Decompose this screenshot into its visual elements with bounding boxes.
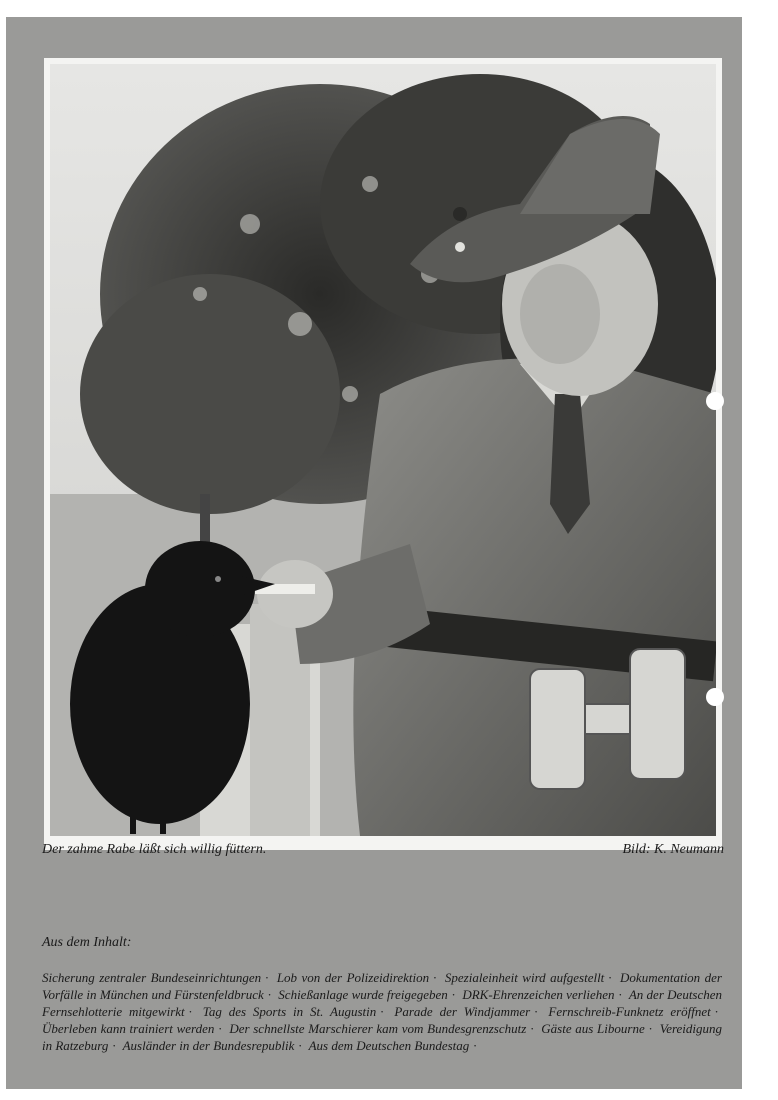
photo-caption-row: [42, 842, 724, 858]
contents-item: Tag des Sports in St. Augustin: [202, 1004, 377, 1019]
contents-item: Der schnellste Marschierer kam vom Bundesgrenzschutz: [229, 1021, 527, 1036]
contents-item: Aus dem Deutschen Bundestag: [308, 1038, 470, 1053]
contents-item: Fernschreib-Funknetz eröffnet: [548, 1004, 711, 1019]
photo-illustration: [50, 64, 716, 836]
contents-item: Sicherung zentraler Bundeseinrichtungen: [42, 970, 262, 985]
contents-item: Schießanlage wurde freigegeben: [278, 987, 448, 1002]
contents-item: Gäste aus Libourne: [541, 1021, 645, 1036]
contents-item: Ausländer in der Bundesrepublik: [122, 1038, 295, 1053]
contents-item: An der Deutschen Fernsehlotterie mitgewirkt: [42, 987, 723, 1019]
contents-heading: Aus dem Inhalt:: [42, 935, 132, 950]
contents-item: Spezialeinheit wird aufgestellt: [444, 970, 605, 985]
photograph: [50, 64, 716, 836]
contents-item: Parade der Windjammer: [394, 1004, 531, 1019]
punch-hole: [706, 392, 724, 410]
contents-list: Sicherung zentraler Bundeseinrichtungen · Lob von der Polizeidirektion · Spezialeinheit wird aufgestellt · Dokumentation der Vorfälle in München und Fürstenfeldbruck · Schießanlage wurde freigegeben · DRK-Ehrenzeichen verliehen · An der Deutschen Fernsehlotterie mitgewirkt · Tag des Sports in St. Augustin · Parade der Windjammer · Fernschreib-Funknetz eröffnet · Überleben kann trainiert werden · Der schnellste Marschierer kam vom Bundesgrenzschutz · Gäste aus Libourne · Vereidigung in Ratzeburg · Ausländer in der Bundesrepublik · Aus dem Deutschen Bundestag ·: [42, 970, 723, 1053]
contents-item: Dokumentation der Vorfälle in München und Fürstenfeldbruck: [42, 970, 722, 1002]
photo-credit: Bild: K. Neumann: [622, 842, 724, 857]
contents-item: Lob von der Polizeidirektion: [276, 970, 430, 985]
punch-hole: [706, 688, 724, 706]
photo-frame: [44, 58, 722, 850]
contents-item: Vereidigung in Ratzeburg: [42, 1021, 723, 1053]
contents-item: DRK-Ehrenzeichen verliehen: [462, 987, 615, 1002]
page-sheet: [6, 17, 742, 1089]
photo-caption: Der zahme Rabe läßt sich willig füttern.: [42, 842, 267, 857]
contents-item: Überleben kann trainiert werden: [42, 1021, 215, 1036]
